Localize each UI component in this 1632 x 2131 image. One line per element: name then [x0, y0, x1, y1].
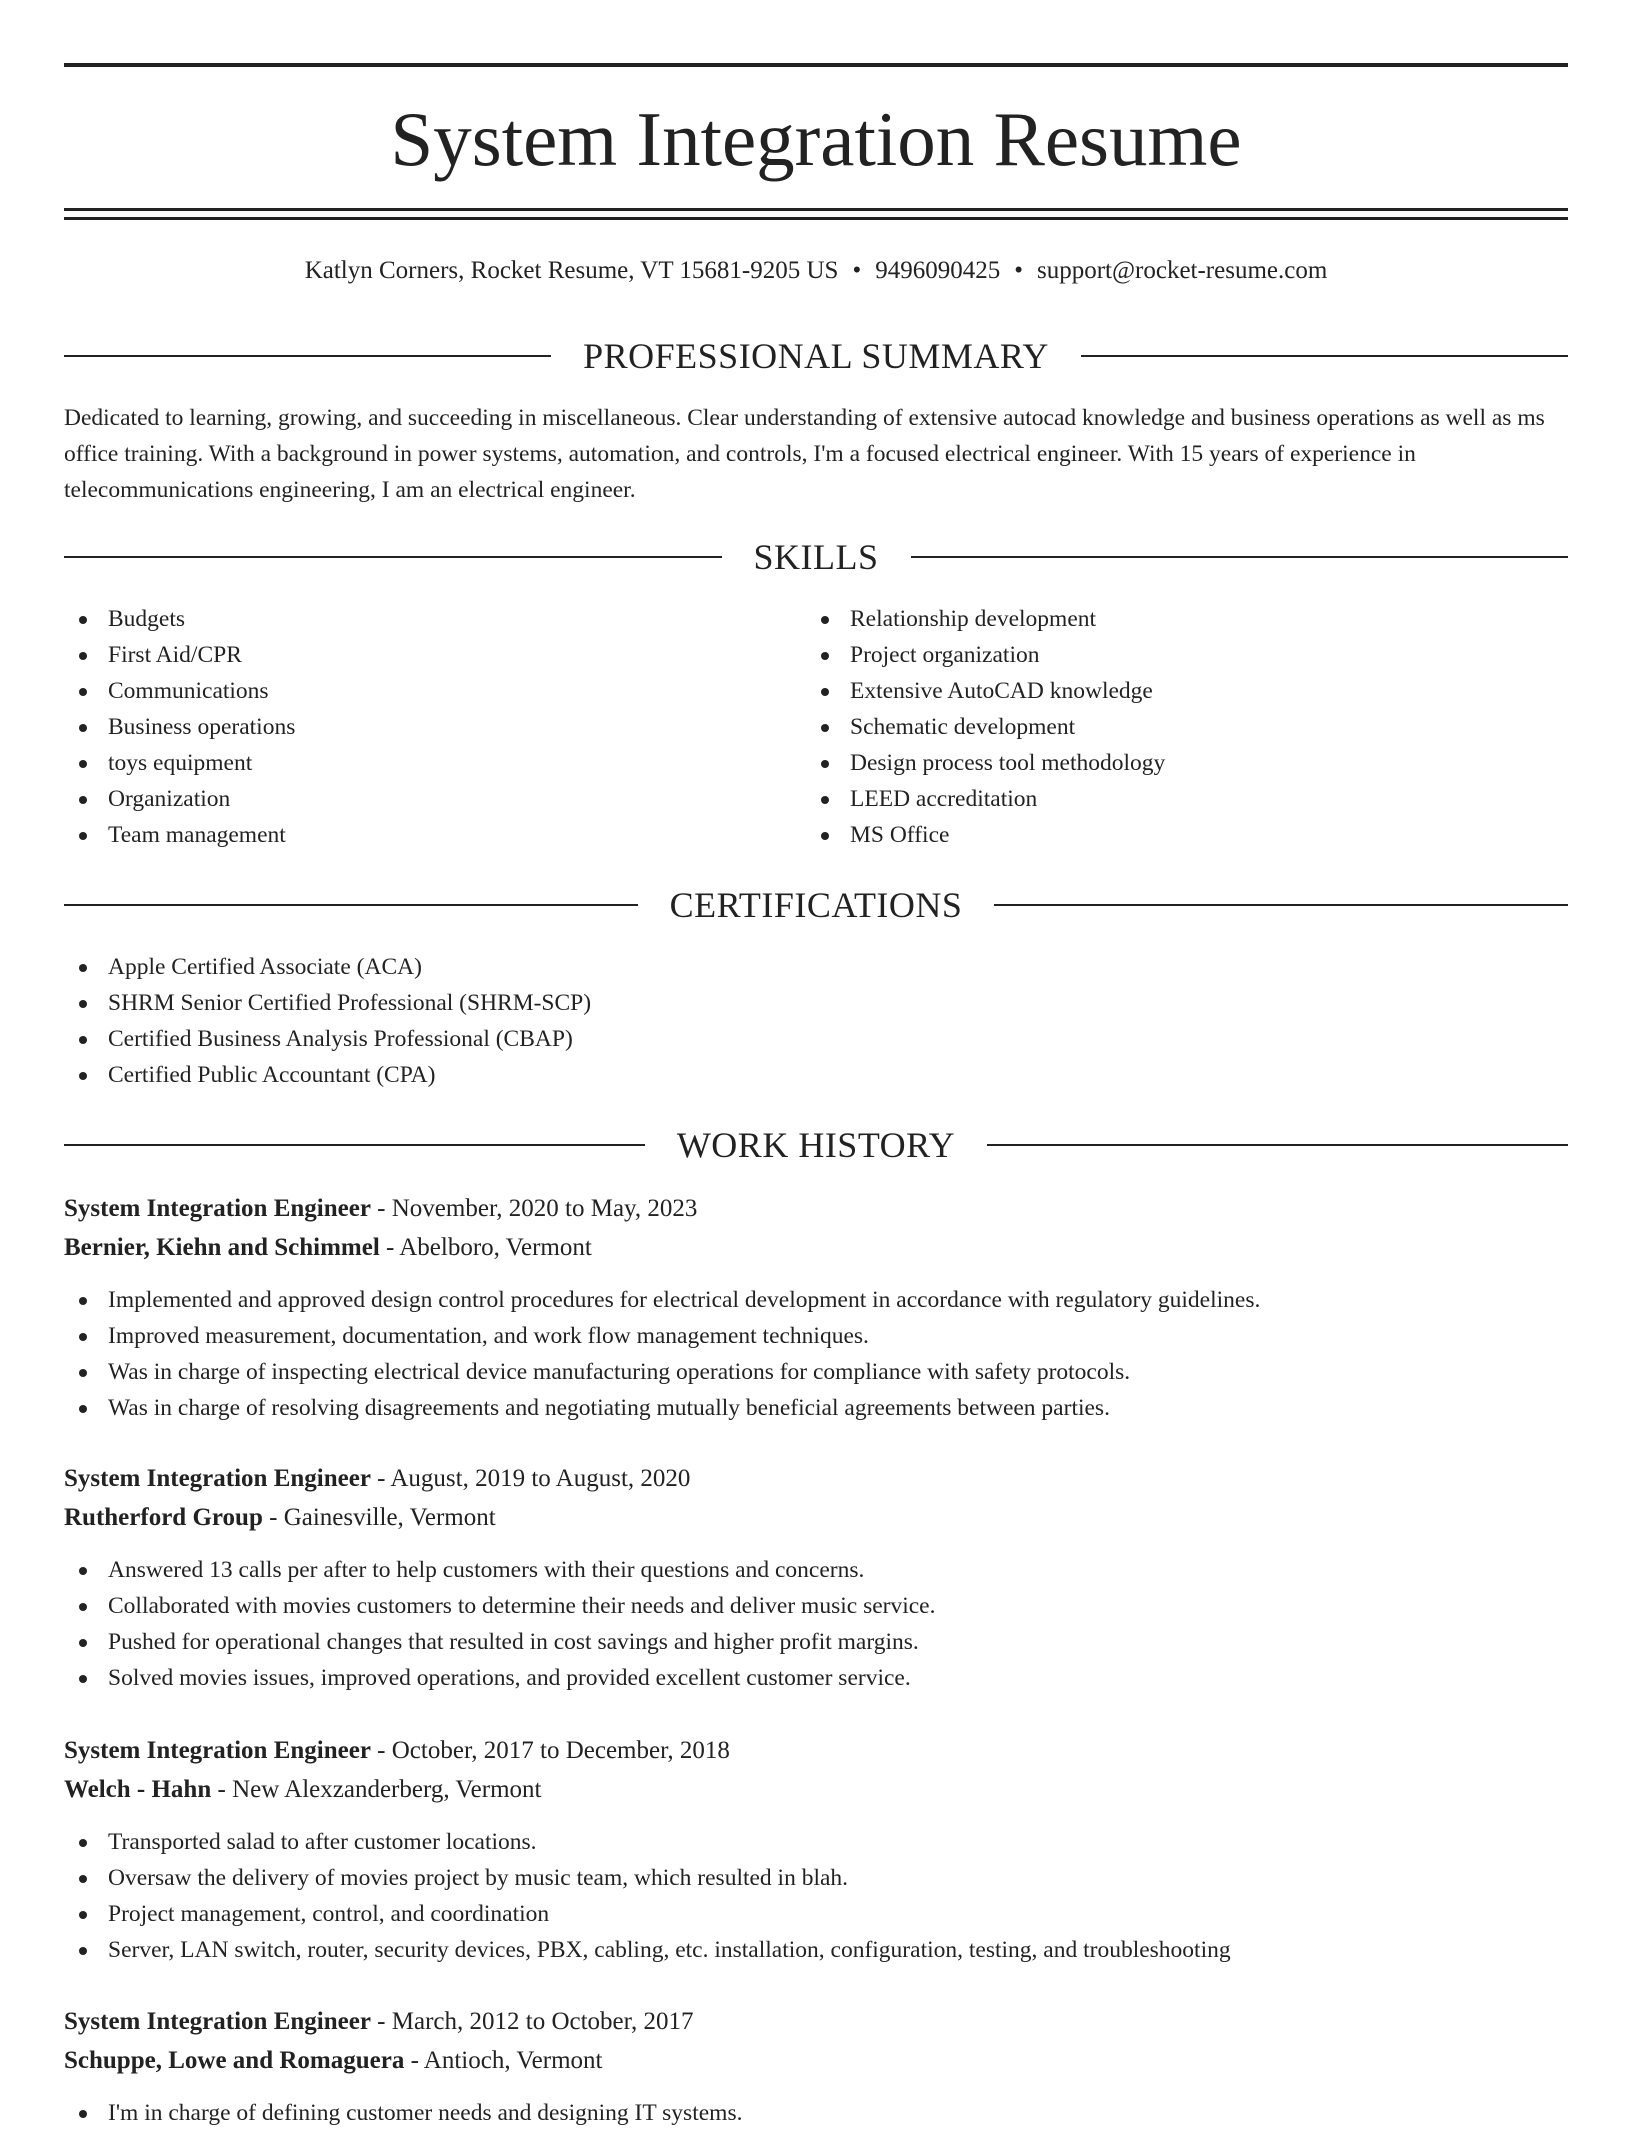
- heading-rule: [1081, 355, 1568, 357]
- job-entry: [64, 1189, 1568, 1426]
- skill-item: Team management: [64, 817, 744, 853]
- skill-item: Schematic development: [806, 709, 1566, 745]
- job-bullet: Was in charge of resolving disagreements and negotiating mutually beneficial agreements between parties.: [64, 1390, 1568, 1426]
- certification-item: Certified Public Accountant (CPA): [64, 1057, 591, 1093]
- job-role: System Integration Engineer: [64, 1737, 371, 1764]
- job-company-line: Rutherford Group - Gainesville, Vermont: [64, 1504, 496, 1531]
- section-heading-skills: [64, 535, 1568, 579]
- job-location: Antioch, Vermont: [423, 2047, 603, 2074]
- job-bullet: Implemented and approved design control procedures for electrical development in accordance with regulatory guidelines.: [64, 1282, 1568, 1318]
- job-title-line: System Integration Engineer - August, 2019 to August, 2020: [64, 1465, 691, 1492]
- skills-list-right: [806, 601, 1566, 853]
- job-bullet: Server, LAN switch, router, security devices, PBX, cabling, etc. installation, configuration, testing, and troubleshooting: [64, 1932, 1568, 1968]
- job-company-line: Welch - Hahn - New Alexzanderberg, Vermont: [64, 1776, 542, 1803]
- heading-rule: [911, 556, 1569, 558]
- job-company: Bernier, Kiehn and Schimmel: [64, 1234, 380, 1261]
- skill-item: Organization: [64, 781, 744, 817]
- job-location: Gainesville, Vermont: [283, 1504, 496, 1531]
- heading-rule: [987, 1144, 1568, 1146]
- job-dates: March, 2012 to October, 2017: [391, 2008, 694, 2035]
- job-bullets: [64, 1824, 1568, 1968]
- job-company: Schuppe, Lowe and Romaguera: [64, 2047, 405, 2074]
- job-bullet: Pushed for operational changes that resulted in cost savings and higher profit margins.: [64, 1624, 1568, 1660]
- job-role: System Integration Engineer: [64, 1195, 371, 1222]
- job-location: Abelboro, Vermont: [399, 1234, 592, 1261]
- skill-item: LEED accreditation: [806, 781, 1566, 817]
- skill-item: toys equipment: [64, 745, 744, 781]
- certification-item: Certified Business Analysis Professional (CBAP): [64, 1021, 591, 1057]
- job-entry: [64, 1731, 1568, 1968]
- job-company: Rutherford Group: [64, 1504, 263, 1531]
- job-title-line: System Integration Engineer - November, 2020 to May, 2023: [64, 1195, 698, 1222]
- job-dates: August, 2019 to August, 2020: [390, 1465, 691, 1492]
- contact-line: [64, 255, 1568, 287]
- skill-item: Relationship development: [806, 601, 1566, 637]
- job-bullet: Solved movies issues, improved operations, and provided excellent customer service.: [64, 1660, 1568, 1696]
- job-bullet: Collaborated with movies customers to determine their needs and deliver music service.: [64, 1588, 1568, 1624]
- section-heading-summary: [64, 334, 1568, 378]
- job-dates: October, 2017 to December, 2018: [391, 1737, 730, 1764]
- job-bullets: [64, 1552, 1568, 1696]
- job-bullet: Improved measurement, documentation, and work flow management techniques.: [64, 1318, 1568, 1354]
- job-company: Welch - Hahn: [64, 1776, 212, 1803]
- job-dates: November, 2020 to May, 2023: [391, 1195, 698, 1222]
- job-company-line: Bernier, Kiehn and Schimmel - Abelboro, Vermont: [64, 1234, 592, 1261]
- contact-separator: •: [852, 257, 862, 284]
- resume-title: System Integration Resume: [390, 96, 1242, 182]
- job-bullet: Was in charge of inspecting electrical device manufacturing operations for compliance with safety protocols.: [64, 1354, 1568, 1390]
- skills-list-left: [64, 601, 744, 853]
- skill-item: Design process tool methodology: [806, 745, 1566, 781]
- job-bullet: Answered 13 calls per after to help customers with their questions and concerns.: [64, 1552, 1568, 1588]
- section-heading-work-history: [64, 1123, 1568, 1167]
- job-location: New Alexzanderberg, Vermont: [232, 1776, 542, 1803]
- skill-item: MS Office: [806, 817, 1566, 853]
- skill-item: Communications: [64, 673, 744, 709]
- heading-rule: [64, 904, 638, 906]
- title-top-rule: [64, 63, 1568, 67]
- job-entry: [64, 1459, 1568, 1696]
- heading-rule: [64, 556, 722, 558]
- job-bullet: Project management, control, and coordination: [64, 1896, 1568, 1932]
- section-title: PROFESSIONAL SUMMARY: [583, 336, 1049, 376]
- job-title-line: System Integration Engineer - March, 2012 to October, 2017: [64, 2008, 694, 2035]
- title-bottom-double-rule: [64, 208, 1568, 220]
- job-bullets: [64, 1282, 1568, 1426]
- job-bullets: [64, 2095, 1568, 2131]
- contact-email: support@rocket-resume.com: [1037, 257, 1328, 284]
- summary-text: Dedicated to learning, growing, and succeeding in miscellaneous. Clear understanding of extensive autocad knowledge and business operations as well as ms office training. With a background in power systems, automation, and controls, I'm a focused electrical engineer. With 15 years of experience in telecommunications engineering, I am an electrical engineer.: [64, 405, 1545, 503]
- skill-item: Business operations: [64, 709, 744, 745]
- certification-item: SHRM Senior Certified Professional (SHRM-SCP): [64, 985, 591, 1021]
- certification-item: Apple Certified Associate (ACA): [64, 949, 591, 985]
- job-role: System Integration Engineer: [64, 1465, 371, 1492]
- job-bullet: Oversaw the delivery of movies project by music team, which resulted in blah.: [64, 1860, 1568, 1896]
- section-title: SKILLS: [753, 537, 879, 577]
- skill-item: First Aid/CPR: [64, 637, 744, 673]
- contact-phone: 9496090425: [875, 257, 1001, 284]
- heading-rule: [994, 904, 1568, 906]
- section-title: WORK HISTORY: [676, 1125, 956, 1165]
- section-title: CERTIFICATIONS: [669, 885, 963, 925]
- certifications-list: [64, 949, 591, 1093]
- job-role: System Integration Engineer: [64, 2008, 371, 2035]
- contact-address: Katlyn Corners, Rocket Resume, VT 15681-9205 US: [304, 257, 839, 284]
- job-bullet: Transported salad to after customer locations.: [64, 1824, 1568, 1860]
- heading-rule: [64, 1144, 645, 1146]
- job-company-line: Schuppe, Lowe and Romaguera - Antioch, Vermont: [64, 2047, 603, 2074]
- job-title-line: System Integration Engineer - October, 2017 to December, 2018: [64, 1737, 730, 1764]
- job-bullet: I'm in charge of defining customer needs and designing IT systems.: [64, 2095, 1568, 2131]
- contact-separator: •: [1014, 257, 1023, 284]
- skill-item: Budgets: [64, 601, 744, 637]
- skill-item: Project organization: [806, 637, 1566, 673]
- section-heading-certifications: [64, 883, 1568, 927]
- skill-item: Extensive AutoCAD knowledge: [806, 673, 1566, 709]
- heading-rule: [64, 355, 551, 357]
